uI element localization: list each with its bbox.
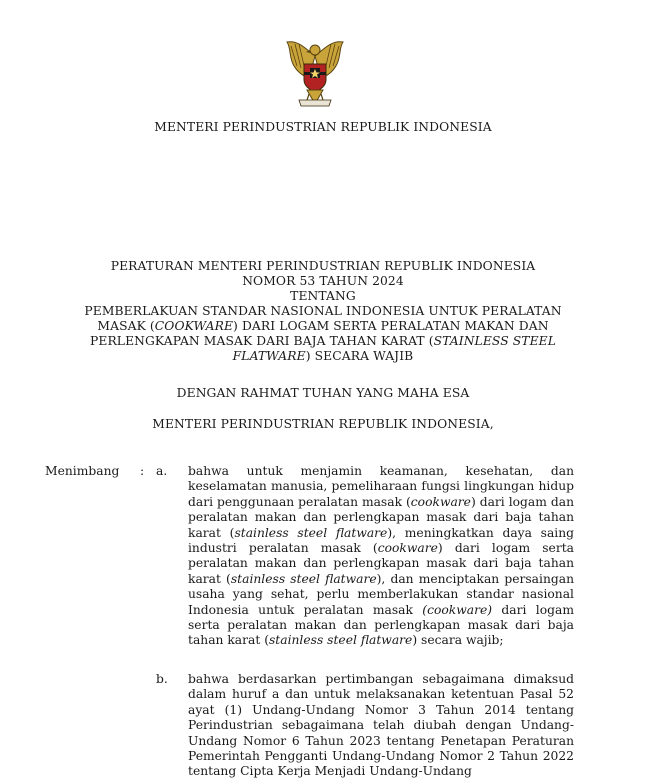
text-run: PEMBERLAKUAN STANDAR NASIONAL INDONESIA UNTUK PERALATAN — [84, 304, 562, 318]
item-a-marker: a. — [156, 464, 168, 478]
minister-heading — [0, 417, 646, 432]
text-run: NOMOR 53 TAHUN 2024 — [242, 274, 404, 288]
text-run: ) DARI LOGAM SERTA PERALATAN MAKAN DAN — [233, 319, 549, 333]
item-b-marker: b. — [156, 672, 168, 686]
italic-term: (cookware) — [422, 602, 493, 617]
text-run: dari logam serta peralatan makan dan perlengkapan masak dari baja tahan karat ( — [188, 602, 574, 648]
regulation-title — [0, 259, 646, 364]
considering-colon: : — [140, 464, 145, 478]
italic-term: COOKWARE — [154, 319, 234, 333]
text-run: ), dan menciptakan persaingan usaha yang sehat, perlu memberlakukan standar nasional Indonesia untuk peralatan masak — [188, 571, 574, 617]
title-line — [0, 319, 646, 334]
italic-term: stainless steel flatware — [269, 633, 413, 648]
italic-term: STAINLESS STEEL — [433, 334, 556, 348]
italic-term: cookware — [377, 541, 438, 556]
title-line — [0, 274, 646, 289]
blessing-text: DENGAN RAHMAT TUHAN YANG MAHA ESA — [176, 386, 470, 400]
text-run: ) SECARA WAJIB — [305, 349, 414, 363]
text-run: ) secara wajib; — [412, 633, 504, 648]
title-line — [0, 349, 646, 364]
text-run: ) dari logam dan peralatan makan dan perlengkapan masak dari baja tahan karat ( — [188, 494, 574, 540]
title-line — [0, 304, 646, 319]
issuer-text: MENTERI PERINDUSTRIAN REPUBLIK INDONESIA — [154, 120, 492, 134]
text-run: TENTANG — [290, 289, 356, 303]
text-run: bahwa untuk menjamin keamanan, kesehatan, dan keselamatan manusia, pemeliharaan fungsi lingkungan hidup dari penggunaan peralatan masak ( — [188, 464, 574, 509]
considering-label: Menimbang — [45, 464, 120, 478]
minister-text: MENTERI PERINDUSTRIAN REPUBLIK INDONESIA, — [152, 417, 494, 431]
garuda-pancasila-emblem — [277, 36, 353, 112]
text-run: bahwa berdasarkan pertimbangan sebagaimana dimaksud dalam huruf a dan untuk melaksanakan ketentuan Pasal 52 ayat (1) Undang-Undang Nomor 3 Tahun 2014 tentang Perindustrian sebagaimana telah diubah dengan Undang-Undang Nomor 6 Tahun 2023 tentang Penetapan Peraturan Pemerintah Pengganti Undang-Undang Nomor 2 Tahun 2022 tentang Cipta Kerja Menjadi Undang-Undang — [188, 672, 574, 779]
text-run: PERATURAN MENTERI PERINDUSTRIAN REPUBLIK INDONESIA — [110, 259, 536, 273]
text-run: MASAK ( — [97, 319, 155, 333]
italic-term: stainless steel flatware — [230, 571, 377, 586]
blessing-heading — [0, 386, 646, 401]
consideration-item-a — [188, 464, 574, 649]
title-line — [0, 334, 646, 349]
italic-term: stainless steel flatware — [234, 525, 388, 540]
italic-term: cookware — [410, 494, 471, 509]
italic-term: FLATWARE — [232, 349, 306, 363]
consideration-item-b — [188, 672, 574, 780]
title-line — [0, 289, 646, 304]
issuer-heading — [0, 120, 646, 135]
text-run: ), meningkatkan daya saing industri peralatan masak ( — [188, 525, 575, 556]
text-run: PERLENGKAPAN MASAK DARI BAJA TAHAN KARAT ( — [90, 334, 434, 348]
text-run: ) dari logam serta peralatan makan dan perlengkapan masak dari baja tahan karat ( — [188, 541, 574, 586]
title-line — [0, 259, 646, 274]
